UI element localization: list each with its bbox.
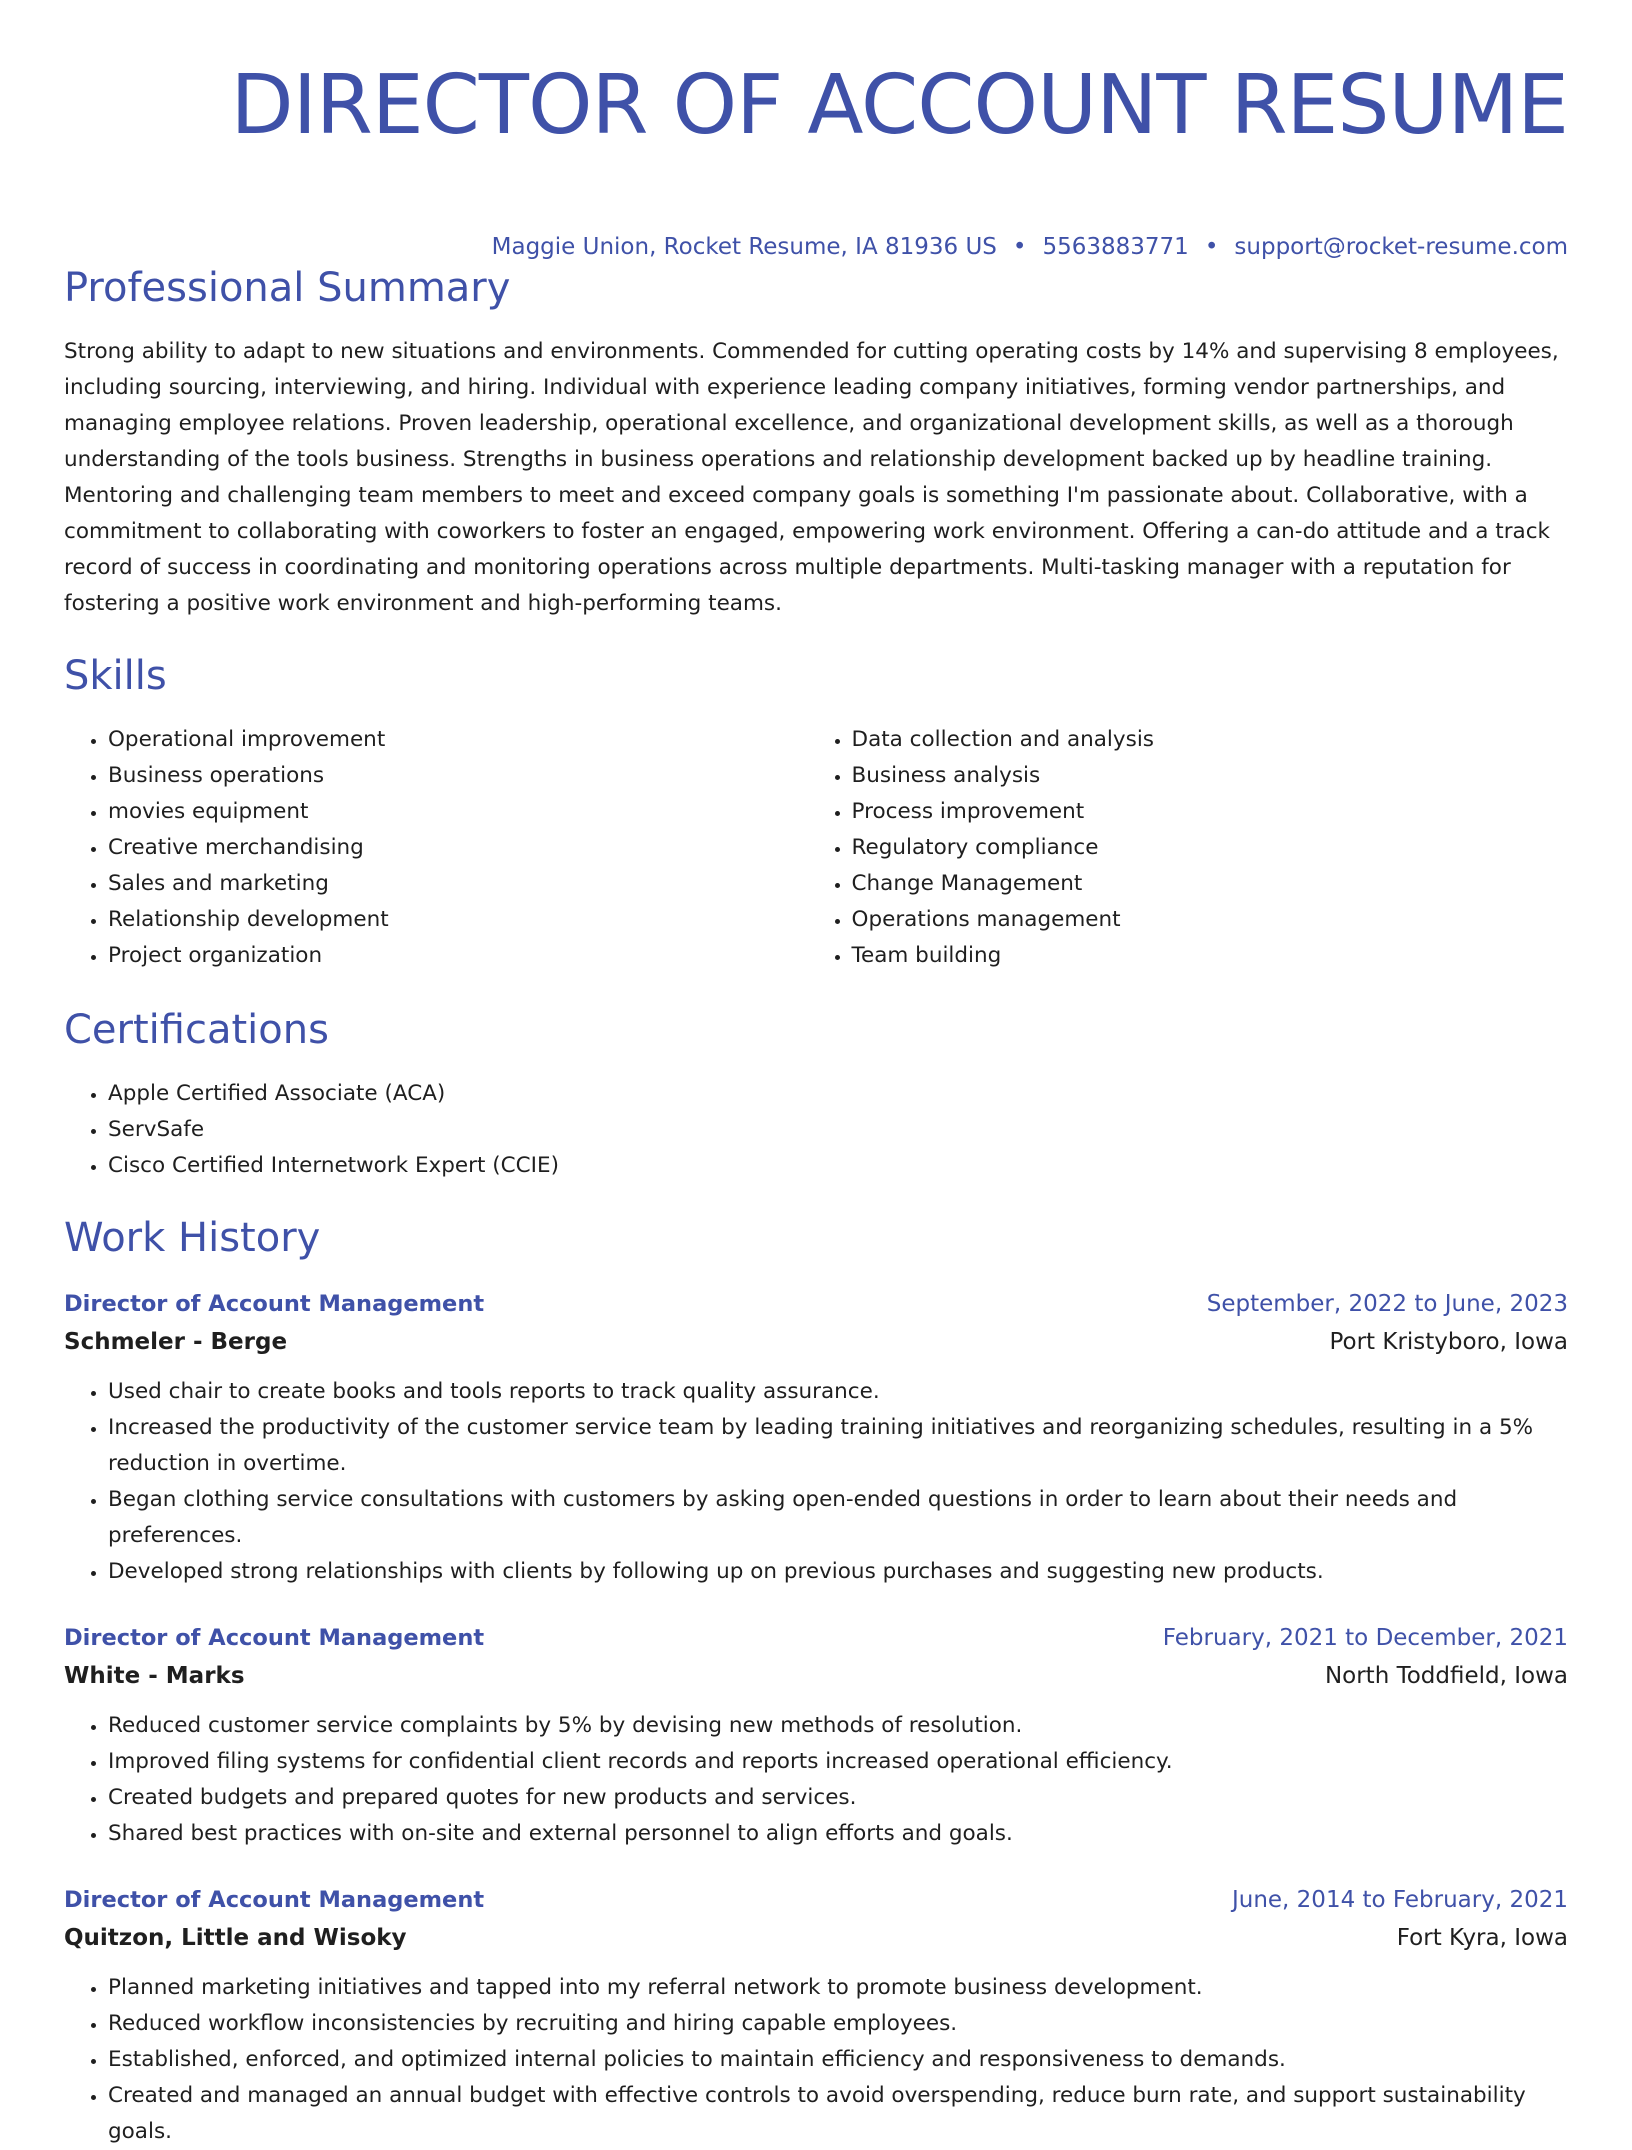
certification-item: • ServSafe	[108, 1112, 1568, 1148]
job-bullet: • Shared best practices with on-site and external personnel to align efforts and goals.	[108, 1816, 1568, 1852]
skill-item: • Relationship development	[108, 902, 808, 938]
job-location: Port Kristyboro, Iowa	[1329, 1329, 1568, 1355]
job-entry	[64, 1882, 1568, 2150]
skill-item: • Business analysis	[852, 758, 1568, 794]
job-bullet: • Created budgets and prepared quotes for new products and services.	[108, 1780, 1568, 1816]
skill-item: • Data collection and analysis	[852, 722, 1568, 758]
job-subheader	[64, 1656, 1568, 1696]
job-company: White - Marks	[64, 1663, 245, 1689]
job-bullet: • Planned marketing initiatives and tapped into my referral network to promote business development.	[108, 1970, 1568, 2006]
skill-item: • Operational improvement	[108, 722, 808, 758]
job-company: Schmeler - Berge	[64, 1329, 288, 1355]
skill-item: • Process improvement	[852, 794, 1568, 830]
skill-item: • Creative merchandising	[108, 830, 808, 866]
contact-separator: •	[1204, 234, 1219, 260]
skill-item: • Sales and marketing	[108, 866, 808, 902]
skills-column-left	[64, 722, 808, 974]
contact-email[interactable]: support@rocket-resume.com	[1234, 234, 1568, 260]
summary-text: Strong ability to adapt to new situations and environments. Commended for cutting operating costs by 14% and supervising 8 employees, including sourcing, interviewing, and hiring. Individual with experience leading company initiatives, forming vendor partnerships, and managing employee relations. Proven leadership, operational excellence, and organizational development skills, as well as a thorough understanding of the tools business. Strengths in business operations and relationship development backed up by headline training. Mentoring and challenging team members to meet and exceed company goals is something I'm passionate about. Collaborative, with a commitment to collaborating with coworkers to foster an engaged, empowering work environment. Offering a can-do attitude and a track record of success in coordinating and monitoring operations across multiple departments. Multi-tasking manager with a reputation for fostering a positive work environment and high-performing teams.	[64, 339, 1559, 616]
job-bullet: • Improved filing systems for confidential client records and reports increased operational efficiency.	[108, 1744, 1568, 1780]
summary-title: Professional Summary	[64, 265, 511, 311]
skill-item: • Regulatory compliance	[852, 830, 1568, 866]
job-header	[64, 1620, 1568, 1656]
job-bullets	[64, 1970, 1568, 2150]
certification-item: • Apple Certified Associate (ACA)	[108, 1076, 1568, 1112]
job-entry	[64, 1286, 1568, 1590]
job-title: Director of Account Management	[64, 1887, 485, 1913]
job-title: Director of Account Management	[64, 1291, 485, 1317]
job-bullets	[64, 1374, 1568, 1590]
work-history-heading: Work History	[64, 1215, 321, 1261]
certifications-heading: Certifications	[64, 1007, 329, 1053]
job-bullet: • Used chair to create books and tools reports to track quality assurance.	[108, 1374, 1568, 1410]
job-bullet: • Established, enforced, and optimized internal policies to maintain efficiency and responsiveness to demands.	[108, 2042, 1568, 2078]
job-bullet: • Created and managed an annual budget with effective controls to avoid overspending, reduce burn rate, and support sustainability goals.	[108, 2078, 1568, 2150]
skills-heading: Skills	[64, 653, 167, 699]
skill-item: • Business operations	[108, 758, 808, 794]
job-header	[64, 1882, 1568, 1918]
skills-list	[64, 722, 1568, 974]
job-bullet: • Reduced customer service complaints by 5% by devising new methods of resolution.	[108, 1708, 1568, 1744]
job-bullet: • Developed strong relationships with clients by following up on previous purchases and suggesting new products.	[108, 1554, 1568, 1590]
job-subheader	[64, 1918, 1568, 1958]
job-bullet: • Began clothing service consultations with customers by asking open-ended questions in order to learn about their needs and preferences.	[108, 1482, 1568, 1554]
job-dates: February, 2021 to December, 2021	[1162, 1625, 1568, 1651]
job-entry	[64, 1620, 1568, 1852]
contact-phone: 5563883771	[1042, 234, 1189, 260]
skill-item: • Operations management	[852, 902, 1568, 938]
skill-item: • movies equipment	[108, 794, 808, 830]
skill-item: • Team building	[852, 938, 1568, 974]
contact-separator: •	[1012, 234, 1027, 260]
job-subheader	[64, 1322, 1568, 1362]
job-dates: June, 2014 to February, 2021	[1231, 1887, 1568, 1913]
skill-item: • Project organization	[108, 938, 808, 974]
skills-column-right	[808, 722, 1568, 974]
job-bullets	[64, 1708, 1568, 1852]
job-company: Quitzon, Little and Wisoky	[64, 1925, 407, 1951]
contact-address: Maggie Union, Rocket Resume, IA 81936 US	[491, 234, 997, 260]
work-history-list	[64, 1286, 1568, 2150]
job-header	[64, 1286, 1568, 1322]
job-title: Director of Account Management	[64, 1625, 485, 1651]
certification-item: • Cisco Certified Internetwork Expert (CCIE)	[108, 1148, 1568, 1184]
skill-item: • Change Management	[852, 866, 1568, 902]
certifications-list	[64, 1076, 1568, 1184]
job-location: Fort Kyra, Iowa	[1396, 1925, 1568, 1951]
job-dates: September, 2022 to June, 2023	[1206, 1291, 1568, 1317]
job-bullet: • Increased the productivity of the customer service team by leading training initiatives and reorganizing schedules, resulting in a 5% reduction in overtime.	[108, 1410, 1568, 1482]
job-bullet: • Reduced workflow inconsistencies by recruiting and hiring capable employees.	[108, 2006, 1568, 2042]
resume-title: DIRECTOR OF ACCOUNT RESUME	[230, 58, 1568, 153]
job-location: North Toddfield, Iowa	[1324, 1663, 1568, 1689]
